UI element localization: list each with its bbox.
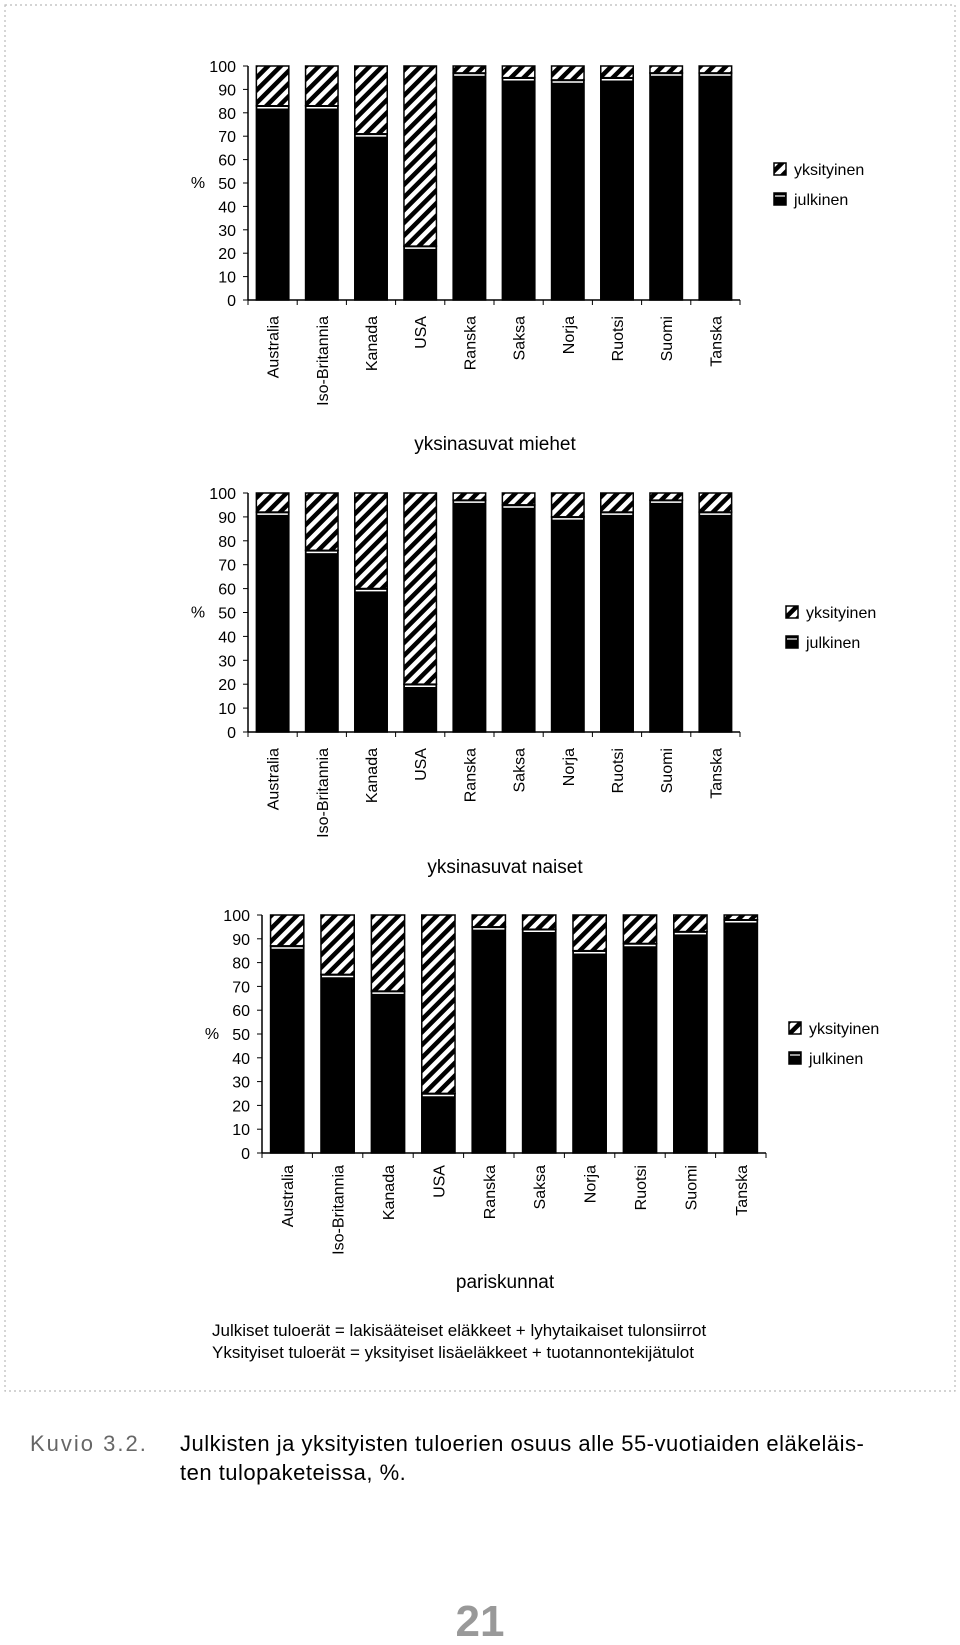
bar-yksityinen-australia <box>256 66 288 106</box>
y-tick-label: 10 <box>218 269 236 287</box>
chart-3-pariskunnat <box>205 908 879 1293</box>
legend <box>789 1021 879 1068</box>
category-label-norja: Norja <box>560 316 578 355</box>
bar-julkinen-iso-britannia <box>306 106 338 300</box>
bar-yksityinen-norja <box>552 493 584 517</box>
bar-julkinen-saksa <box>502 505 534 732</box>
legend-label-yksityinen: yksityinen <box>794 162 865 179</box>
category-label-iso-britannia: Iso-Britannia <box>314 748 332 838</box>
bar-julkinen-ruotsi <box>601 512 633 732</box>
bar-julkinen-norja <box>552 80 584 300</box>
bar-julkinen-kanada <box>371 991 404 1153</box>
bar-julkinen-australia <box>271 946 304 1153</box>
bar-julkinen-usa <box>422 1094 455 1154</box>
category-label-tanska: Tanska <box>733 1165 751 1216</box>
legend-swatch-yksityinen <box>789 1022 801 1034</box>
bar-julkinen-tanska <box>699 512 731 732</box>
category-label-saksa: Saksa <box>532 1165 550 1210</box>
legend-label-julkinen: julkinen <box>806 635 861 652</box>
category-label-australia: Australia <box>265 316 283 379</box>
bar-yksityinen-iso-britannia <box>306 66 338 106</box>
bar-yksityinen-tanska <box>699 493 731 512</box>
category-label-iso-britannia: Iso-Britannia <box>314 316 332 406</box>
y-tick-label: 30 <box>218 222 236 240</box>
chart-1-yksinasuvat-miehet <box>191 59 864 455</box>
y-tick-label: 30 <box>232 1074 250 1092</box>
caption-label: Kuvio 3.2. <box>30 1431 148 1456</box>
bar-yksityinen-ruotsi <box>601 66 633 78</box>
bar-julkinen-tanska <box>699 73 731 300</box>
legend-swatch-julkinen <box>774 193 786 205</box>
chart-title: pariskunnat <box>455 1272 555 1293</box>
bar-yksityinen-australia <box>256 493 288 512</box>
page-number: 21 <box>455 1597 505 1645</box>
y-tick-label: 20 <box>218 677 236 695</box>
category-label-usa: USA <box>413 748 431 781</box>
bar-yksityinen-usa <box>404 66 436 246</box>
bar-julkinen-norja <box>573 951 606 1153</box>
bar-yksityinen-kanada <box>355 493 387 589</box>
chart-2-yksinasuvat-naiset <box>191 486 876 878</box>
chart-title: yksinasuvat miehet <box>414 434 576 455</box>
y-tick-label: 60 <box>218 152 236 170</box>
category-label-suomi: Suomi <box>659 748 677 794</box>
caption-line-1: Julkisten ja yksityisten tuloerien osuus alle 55-vuotiaiden eläkeläis- <box>180 1431 865 1456</box>
bar-yksityinen-tanska <box>699 66 731 73</box>
note-public-definition: Julkiset tuloerät = lakisääteiset eläkkeet + lyhytaikaiset tulonsiirrot <box>212 1321 707 1340</box>
bar-yksityinen-norja <box>573 915 606 951</box>
category-label-saksa: Saksa <box>511 748 529 793</box>
y-tick-label: 70 <box>232 979 250 997</box>
bar-yksityinen-kanada <box>371 915 404 991</box>
bar-julkinen-usa <box>404 684 436 732</box>
category-label-tanska: Tanska <box>708 316 726 367</box>
bar-yksityinen-australia <box>271 915 304 946</box>
bar-yksityinen-ruotsi <box>623 915 656 944</box>
legend-label-yksityinen: yksityinen <box>809 1021 880 1038</box>
legend-label-yksityinen: yksityinen <box>806 605 877 622</box>
bar-julkinen-saksa <box>502 78 534 300</box>
y-tick-label: 70 <box>218 129 236 147</box>
y-tick-label: 60 <box>218 581 236 599</box>
y-tick-label: 90 <box>218 82 236 100</box>
bar-julkinen-ruotsi <box>623 944 656 1153</box>
category-label-kanada: Kanada <box>364 316 381 372</box>
y-tick-label: 10 <box>218 701 236 719</box>
bar-yksityinen-suomi <box>650 493 682 500</box>
y-axis-label: % <box>190 604 206 622</box>
y-tick-label: 50 <box>218 605 236 623</box>
legend-swatch-yksityinen <box>786 606 798 618</box>
y-tick-label: 80 <box>218 533 236 551</box>
category-label-australia: Australia <box>265 748 283 811</box>
bar-yksityinen-iso-britannia <box>306 493 338 550</box>
bar-yksityinen-ranska <box>472 915 505 927</box>
y-tick-label: 100 <box>209 59 236 76</box>
bar-julkinen-suomi <box>674 932 707 1153</box>
y-tick-label: 60 <box>232 1003 250 1021</box>
y-tick-label: 70 <box>218 557 236 575</box>
y-tick-label: 40 <box>232 1050 250 1068</box>
bar-julkinen-norja <box>552 517 584 732</box>
y-tick-label: 80 <box>232 955 250 973</box>
bar-yksityinen-usa <box>404 493 436 684</box>
charts-container <box>191 59 879 1293</box>
y-tick-label: 0 <box>227 293 236 310</box>
bar-julkinen-iso-britannia <box>321 975 354 1154</box>
bar-julkinen-ranska <box>472 927 505 1153</box>
y-tick-label: 50 <box>232 1027 250 1044</box>
category-label-tanska: Tanska <box>708 748 726 799</box>
category-label-norja: Norja <box>560 748 578 787</box>
category-label-suomi: Suomi <box>683 1165 701 1211</box>
legend-label-julkinen: julkinen <box>809 1051 864 1068</box>
y-tick-label: 40 <box>218 629 236 647</box>
bar-julkinen-ruotsi <box>601 78 633 300</box>
category-label-norja: Norja <box>582 1165 600 1204</box>
legend-swatch-julkinen <box>786 636 798 648</box>
bar-julkinen-australia <box>256 106 288 300</box>
category-label-ruotsi: Ruotsi <box>610 316 627 362</box>
bar-julkinen-tanska <box>724 920 757 1153</box>
y-tick-label: 20 <box>218 246 236 264</box>
bar-julkinen-usa <box>404 246 436 300</box>
legend <box>786 605 876 652</box>
bar-yksityinen-ruotsi <box>601 493 633 512</box>
bar-julkinen-suomi <box>650 500 682 732</box>
legend <box>774 162 864 209</box>
category-label-usa: USA <box>431 1165 449 1198</box>
category-label-kanada: Kanada <box>381 1165 398 1221</box>
bar-yksityinen-ranska <box>453 66 485 73</box>
y-tick-label: 20 <box>232 1098 250 1116</box>
category-label-ruotsi: Ruotsi <box>610 748 627 794</box>
bar-julkinen-saksa <box>523 929 556 1153</box>
category-label-kanada: Kanada <box>364 748 381 804</box>
y-tick-label: 50 <box>218 176 236 193</box>
bar-julkinen-kanada <box>355 589 387 732</box>
y-tick-label: 30 <box>218 653 236 671</box>
category-label-ranska: Ranska <box>462 316 480 371</box>
category-label-ranska: Ranska <box>462 748 480 803</box>
bar-yksityinen-ranska <box>453 493 485 500</box>
category-label-ruotsi: Ruotsi <box>633 1165 650 1211</box>
category-label-australia: Australia <box>280 1165 298 1228</box>
bar-yksityinen-norja <box>552 66 584 80</box>
y-tick-label: 100 <box>209 486 236 503</box>
y-tick-label: 100 <box>223 908 250 925</box>
y-tick-label: 10 <box>232 1122 250 1140</box>
legend-swatch-yksityinen <box>774 163 786 175</box>
bar-yksityinen-iso-britannia <box>321 915 354 975</box>
bar-julkinen-ranska <box>453 500 485 732</box>
bar-yksityinen-saksa <box>502 493 534 505</box>
category-label-usa: USA <box>413 316 431 349</box>
bar-julkinen-kanada <box>355 134 387 300</box>
bar-julkinen-suomi <box>650 73 682 300</box>
category-label-suomi: Suomi <box>659 316 677 362</box>
y-tick-label: 40 <box>218 199 236 217</box>
bar-yksityinen-usa <box>422 915 455 1094</box>
y-tick-label: 0 <box>227 725 236 742</box>
bar-yksityinen-kanada <box>355 66 387 134</box>
category-label-ranska: Ranska <box>481 1165 499 1220</box>
y-tick-label: 80 <box>218 105 236 123</box>
bar-julkinen-ranska <box>453 73 485 300</box>
category-label-iso-britannia: Iso-Britannia <box>330 1165 348 1255</box>
y-axis-label: % <box>204 1026 220 1043</box>
category-label-saksa: Saksa <box>511 316 529 361</box>
legend-label-julkinen: julkinen <box>794 192 849 209</box>
note-private-definition: Yksityiset tuloerät = yksityiset lisäeläkkeet + tuotannontekijätulot <box>212 1343 694 1362</box>
bar-julkinen-iso-britannia <box>306 550 338 732</box>
y-tick-label: 90 <box>232 931 250 949</box>
y-tick-label: 0 <box>241 1146 250 1163</box>
bar-yksityinen-suomi <box>650 66 682 73</box>
bar-julkinen-australia <box>256 512 288 732</box>
bar-yksityinen-saksa <box>502 66 534 78</box>
y-tick-label: 90 <box>218 509 236 527</box>
bar-yksityinen-saksa <box>523 915 556 929</box>
chart-title: yksinasuvat naiset <box>427 857 583 878</box>
y-axis-label: % <box>190 175 206 192</box>
bar-yksityinen-suomi <box>674 915 707 932</box>
legend-swatch-julkinen <box>789 1052 801 1064</box>
caption-line-2: ten tulopaketeissa, %. <box>180 1460 407 1485</box>
